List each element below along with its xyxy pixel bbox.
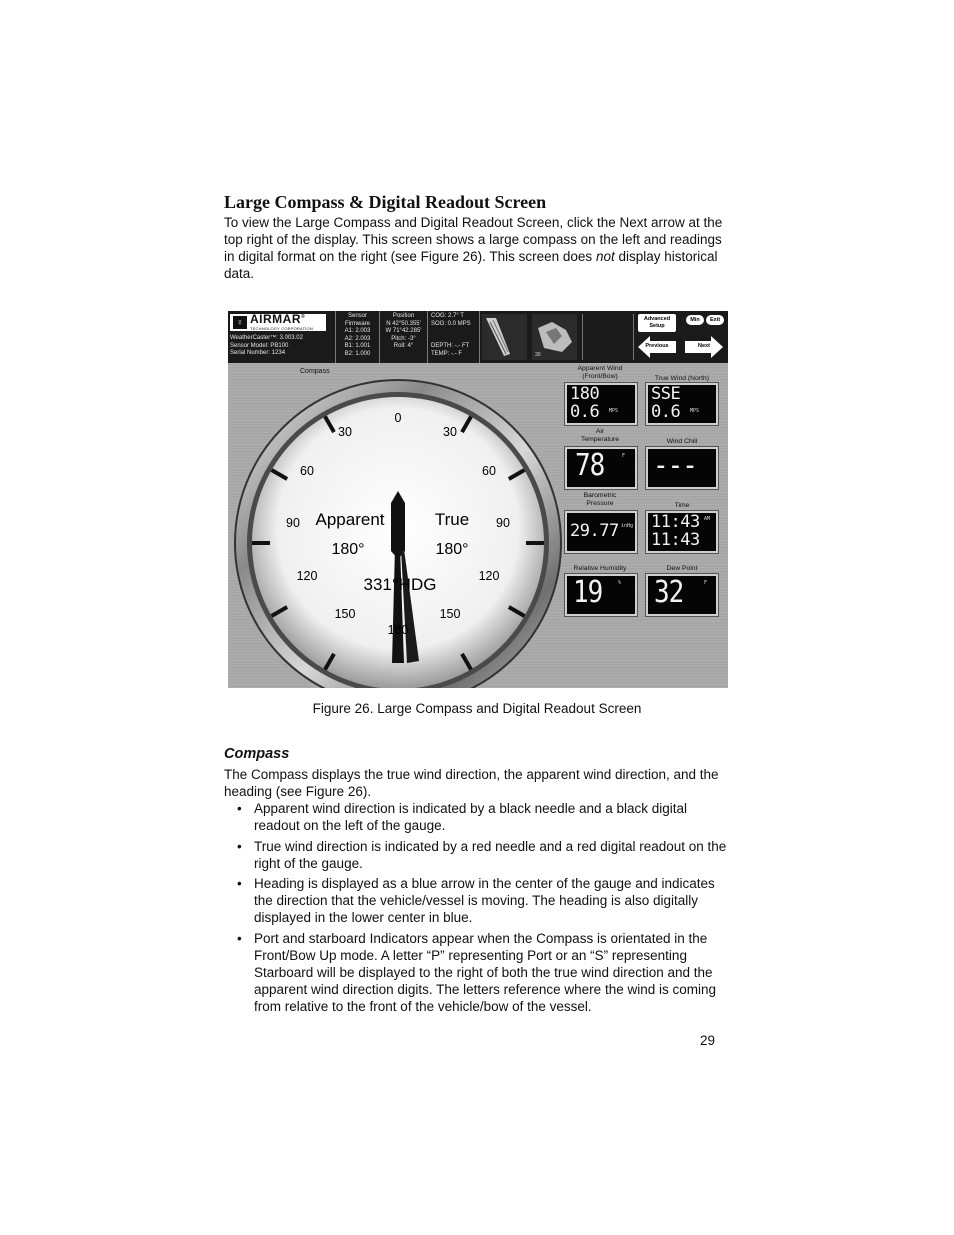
compass-label: Compass xyxy=(300,368,330,375)
dew-point-display xyxy=(646,574,718,616)
time-value-2: 11:43 xyxy=(651,530,700,550)
compass-description: The Compass displays the true wind direction, the apparent wind direction, and the heading (see Figure 26). xyxy=(224,767,719,799)
dew-point-value: 32 xyxy=(654,575,684,611)
air-temperature-label: Air Temperature xyxy=(580,428,620,443)
tick-label-150-right: 150 xyxy=(439,607,461,621)
apparent-wind-unit: MPS xyxy=(609,408,619,414)
list-item: • Port and starboard Indicators appear when the Compass is orientated in the Front/Bow Up mode. A letter “P” representing Port or an “S” representing Starboard will be displayed to the right of both the true wind direction and the apparent wind direction digits. The letters reference where the wind is coming from relative to the front of the vehicle/bow of the vessel. xyxy=(237,930,716,1014)
figure-caption: Figure 26. Large Compass and Digital Readout Screen xyxy=(312,701,642,716)
tick-label-60-right: 60 xyxy=(482,464,496,478)
tick-label-60-left: 60 xyxy=(300,464,314,478)
device-info-lines: WeatherCaster™: 3.003.02 Sensor Model: PB100 Serial Number: 1234 xyxy=(230,335,303,357)
time-label: Time xyxy=(674,502,690,509)
list-item: • True wind direction is indicated by a red needle and a red digital readout on the right of the gauge. xyxy=(237,838,727,871)
relative-humidity-unit: % xyxy=(618,580,622,586)
intro-italic-word: not xyxy=(595,249,615,264)
air-temperature-display xyxy=(565,447,637,489)
wind-chill-display xyxy=(646,447,718,489)
true-wind-direction: SSE xyxy=(651,384,681,404)
tick-label-0: 0 xyxy=(394,411,402,425)
bullet-icon: • xyxy=(237,838,242,854)
apparent-wind-display xyxy=(565,383,637,425)
section-title: Large Compass & Digital Readout Screen xyxy=(224,192,547,212)
bullet-icon: • xyxy=(237,930,242,946)
navigation-panel: COG: 2.7° T SOG: 0.0 MPS DEPTH: -.- FT TEMP: -.- F xyxy=(428,311,480,363)
true-wind-display xyxy=(646,383,718,425)
min-button[interactable]: Min xyxy=(686,315,704,325)
next-button[interactable]: Next xyxy=(683,335,725,359)
list-item: • Heading is displayed as a blue arrow in the center of the gauge and indicates the direction that the vehicle/vessel is moving. The heading is also digitally displayed in the lower center in blue. xyxy=(237,876,715,925)
air-temperature-unit: F xyxy=(622,453,626,459)
wind-chill-label: Wind Chill xyxy=(666,438,698,445)
page-number: 29 xyxy=(700,1033,716,1048)
apparent-wind-direction: 180 xyxy=(570,384,600,404)
tick-label-30-right: 30 xyxy=(443,425,457,439)
true-wind-speed: 0.6 xyxy=(651,402,681,422)
tick-label-90-right: 90 xyxy=(496,516,510,530)
intro-paragraph: To view the Large Compass and Digital Readout Screen, click the Next arrow at the top right of the display. This screen shows a large compass on the left and readings in digital format on the right (see Figure 26). This screen does not display historical data. xyxy=(224,215,723,281)
relative-humidity-display xyxy=(565,574,637,616)
compass-section-title: Compass xyxy=(224,746,290,762)
airmar-logo: ♀ AIRMAR® TECHNOLOGY CORPORATION xyxy=(230,314,326,331)
tick-label-180: 180 xyxy=(387,623,409,637)
screenshot-figure xyxy=(228,311,728,688)
air-temperature-value: 78 xyxy=(575,448,605,484)
barometric-pressure-display xyxy=(565,511,637,553)
advanced-setup-button[interactable]: Advanced Setup xyxy=(638,314,676,332)
empty-thumbnail xyxy=(582,314,634,360)
bullet-icon: • xyxy=(237,876,242,891)
barometric-pressure-unit: inHg xyxy=(621,523,634,529)
list-item: • Apparent wind direction is indicated by a black needle and a black digital readout on the left of the gauge. xyxy=(237,801,688,833)
dew-point-label: Dew Point xyxy=(666,565,698,572)
map-thumbnail[interactable]: 30 xyxy=(532,314,577,360)
apparent-wind-label: Apparent Wind (Front/Bow) xyxy=(577,365,623,380)
apparent-value: 180° xyxy=(331,541,365,558)
heading-readout: 331°HDG xyxy=(363,575,437,594)
true-wind-unit: MPS xyxy=(690,408,700,414)
true-label: True xyxy=(434,510,470,529)
compass-bullet-list xyxy=(224,800,730,1018)
tick-label-90-left: 90 xyxy=(286,516,300,530)
true-wind-label: True Wind (North) xyxy=(654,375,710,382)
bullet-icon: • xyxy=(237,801,242,816)
position-panel: Position N 42°50.355' W 71°42.285' Pitch: -3° Roll: 4° xyxy=(380,311,428,363)
time-display xyxy=(646,511,718,553)
relative-humidity-value: 19 xyxy=(573,575,603,611)
tick-label-120-left: 120 xyxy=(296,569,318,583)
wind-chill-value: --- xyxy=(653,448,697,484)
exit-button[interactable]: Exit xyxy=(706,315,724,325)
airmar-logo-mark-icon: ♀ xyxy=(233,316,247,329)
true-value: 180° xyxy=(435,541,469,558)
barometric-pressure-label: Barometric Pressure xyxy=(583,492,617,507)
tick-label-30-left: 30 xyxy=(338,425,352,439)
time-value-1: 11:43 xyxy=(651,512,700,532)
compass-gauge xyxy=(228,311,568,688)
tick-label-120-right: 120 xyxy=(478,569,500,583)
tick-label-150-left: 150 xyxy=(334,607,356,621)
previous-button[interactable]: Previous xyxy=(636,335,678,359)
apparent-label: Apparent xyxy=(315,510,385,529)
time-ampm: AM xyxy=(704,516,711,522)
relative-humidity-label: Relative Humidity xyxy=(573,565,627,572)
dew-point-unit: F xyxy=(704,580,708,586)
sensor-firmware-panel: Sensor Firmware A1: 2.003 A2: 2.003 B1: 1.001 B2: 1.000 xyxy=(336,311,380,363)
apparent-wind-speed: 0.6 xyxy=(570,402,600,422)
barometric-pressure-value: 29.77 xyxy=(570,521,619,541)
